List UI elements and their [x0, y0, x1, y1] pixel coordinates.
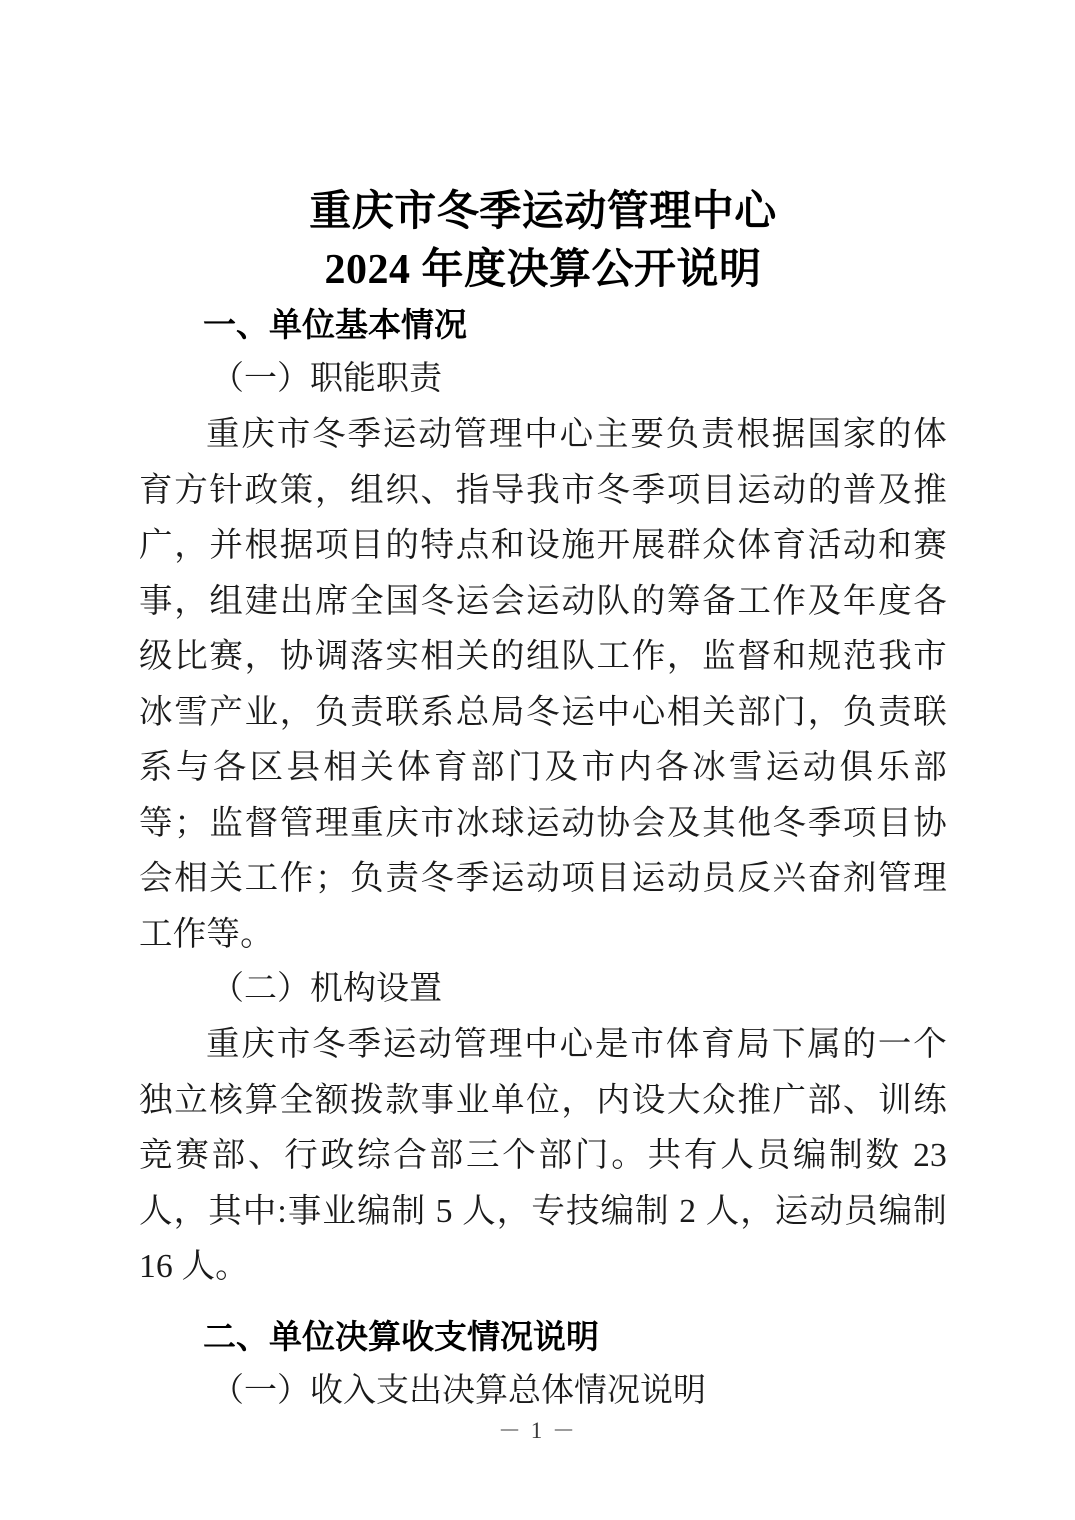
title-line-1: 重庆市冬季运动管理中心 [309, 189, 777, 235]
document-content [139, 0, 947, 1419]
subsection-heading-1-2: （二）机构设置 [211, 971, 442, 1007]
document-title-block [139, 0, 947, 297]
page-number-footer: － 1 － [498, 1418, 577, 1443]
title-line-2: 2024 年度决算公开说明 [324, 247, 762, 293]
subsection-heading-2-1: （一）收入支出决算总体情况说明 [211, 1372, 706, 1409]
section-heading-1: 一、单位基本情况 [203, 305, 467, 344]
section-heading-2: 二、单位决算收支情况说明 [203, 1316, 599, 1356]
page-title [139, 185, 947, 297]
paragraph-organization: 重庆市冬季运动管理中心是市体育局下属的一个独立核算全额拨款事业单位，内设大众推广部、训练竞赛部、行政综合部三个部门。共有人员编制数 23 人，其中:事业编制 5 人，专技编制 2 人，运动员编制 16 人。 [139, 1026, 947, 1285]
subsection-heading-1-1: （一）职能职责 [211, 361, 442, 397]
paragraph-duties: 重庆市冬季运动管理中心主要负责根据国家的体育方针政策，组织、指导我市冬季项目运动的普及推广，并根据项目的特点和设施开展群众体育活动和赛事，组建出席全国冬运会运动队的筹备工作及年度各级比赛，协调落实相关的组队工作，监督和规范我市冰雪产业，负责联系总局冬运中心相关部门，负责联系与各区县相关体育部门及市内各冰雪运动俱乐部等；监督管理重庆市冰球运动协会及其他冬季项目协会相关工作；负责冬季运动项目运动员反兴奋剂管理工作等。 [139, 416, 947, 953]
